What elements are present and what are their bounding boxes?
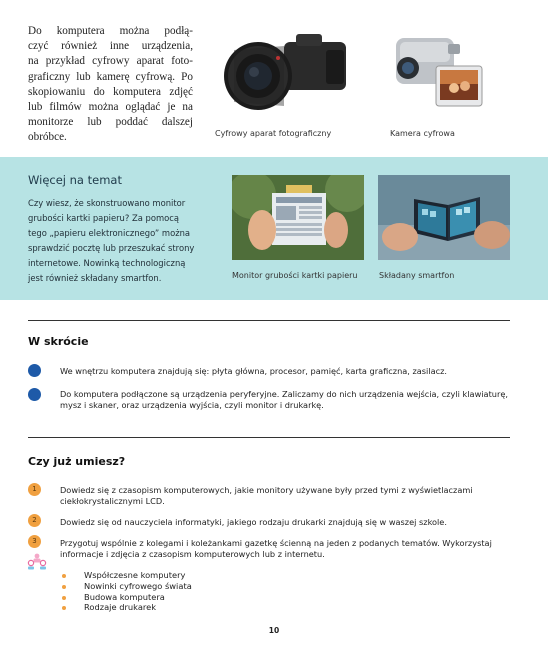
task-item: Dowiedz się z czasopism komputerowych, jakie monitory używane były przed tymi z wyświetlaczami ciekłokrystalicznymi LCD. <box>60 485 473 506</box>
topics-list <box>62 570 192 613</box>
more-info-line: internetowe. Nowinką technologiczną <box>28 258 186 268</box>
summary-item: We wnętrzu komputera znajdują się: płyta główna, procesor, pamięć, karta graficzna, zasilacz. <box>60 366 448 376</box>
camcorder-caption: Kamera cyfrowa <box>390 129 455 138</box>
camera-photo <box>214 28 354 120</box>
topic-item: Współczesne komputery <box>62 570 192 581</box>
intro-line: lub filmów można oglądać je na <box>28 101 193 114</box>
camcorder-photo <box>392 30 487 115</box>
summary-title: W skrócie <box>28 335 89 348</box>
intro-line: Do komputera można podłą- <box>28 25 193 37</box>
bullet-dot <box>28 364 41 377</box>
intro-line: graficzny lub kamerę cyfrową. Po <box>28 70 193 83</box>
topic-item: Budowa komputera <box>62 592 192 603</box>
intro-line: obróbce. <box>28 131 67 144</box>
section-divider <box>28 437 510 438</box>
intro-line: skopiowaniu do komputera zdjęć <box>28 85 193 98</box>
task-number: 2 <box>28 514 41 527</box>
epaper-photo <box>232 175 364 260</box>
topic-item: Nowinki cyfrowego świata <box>62 581 192 592</box>
page-number: 10 <box>268 626 280 635</box>
intro-paragraph <box>28 24 193 146</box>
summary-item: Do komputera podłączone są urządzenia peryferyjne. Zaliczamy do nich urządzenia wejścia, czyli klawiaturę, mysz i skaner, oraz urządzenia wyjścia, czyli monitor i drukarkę. <box>60 389 508 410</box>
topic-item: Rodzaje drukarek <box>62 602 192 613</box>
intro-line: czyć również inne urządzenia, <box>28 40 193 53</box>
task-number: 3 <box>28 535 41 548</box>
task-item: Dowiedz się od nauczyciela informatyki, jakiego rodzaju drukarki znajdują się w waszej szkole. <box>60 517 447 527</box>
bullet-dot <box>28 388 41 401</box>
more-info-line: Czy wiesz, że skonstruowano monitor <box>28 198 186 208</box>
more-info-line: grubości kartki papieru? Za pomocą <box>28 213 179 223</box>
task-number: 1 <box>28 483 41 496</box>
more-info-line: sprawdzić pocztę lub przeszukać strony <box>28 243 195 253</box>
foldable-caption: Składany smartfon <box>379 271 455 280</box>
foldable-photo <box>378 175 510 260</box>
intro-line: monitorze lub poddać dalszej <box>28 116 193 129</box>
tasks-title: Czy już umiesz? <box>28 455 126 468</box>
section-divider <box>28 320 510 321</box>
task-item: Przygotuj wspólnie z kolegami i koleżankami gazetkę ścienną na jeden z podanych tematów. Wykorzystaj informacje i zdjęcia z czasopism komputerowych lub z internetu. <box>60 538 492 559</box>
more-info-title: Więcej na temat <box>28 173 122 187</box>
intro-line: na przykład cyfrowy aparat foto- <box>28 55 193 68</box>
epaper-caption: Monitor grubości kartki papieru <box>232 271 358 280</box>
group-work-icon <box>27 553 47 571</box>
more-info-line: jest również składany smartfon. <box>28 273 162 283</box>
more-info-line: tego „papieru elektronicznego” można <box>28 228 191 238</box>
camera-caption: Cyfrowy aparat fotograficzny <box>215 129 332 138</box>
more-info-text <box>28 196 214 286</box>
